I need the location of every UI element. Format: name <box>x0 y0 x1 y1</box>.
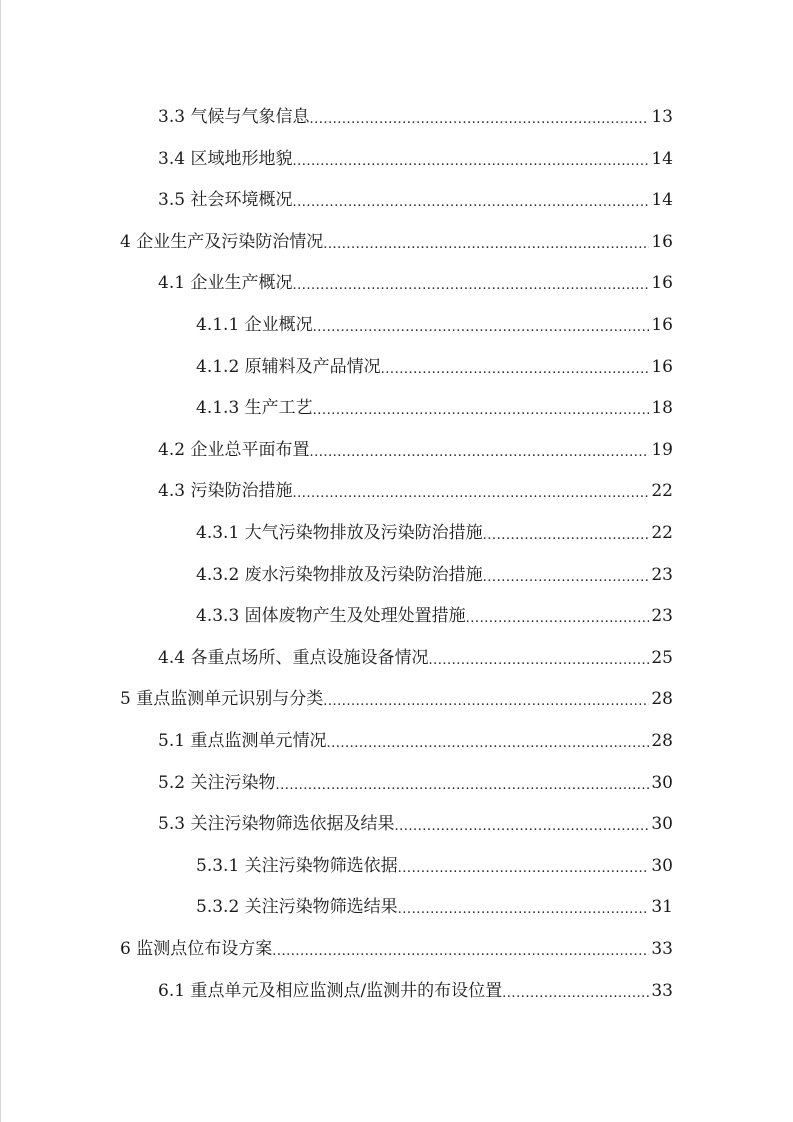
toc-dot-leader <box>398 897 650 917</box>
toc-entry[interactable] <box>120 929 673 959</box>
toc-dot-leader <box>275 773 649 793</box>
toc-entry-title: 5.2 关注污染物 <box>158 772 276 793</box>
toc-entry-page-number: 28 <box>651 731 673 751</box>
toc-entry-title: 4.2 企业总平面布置 <box>158 439 310 460</box>
toc-dot-leader <box>394 814 649 834</box>
toc-entry-title: 4.4 各重点场所、重点设施设备情况 <box>158 647 429 668</box>
toc-entry[interactable] <box>158 721 673 751</box>
toc-entry-page-number: 28 <box>651 689 673 710</box>
toc-dot-leader <box>398 856 650 876</box>
toc-entry-page-number: 30 <box>651 814 673 835</box>
toc-entry-title: 6 监测点位布设方案 <box>120 939 273 959</box>
toc-entry-page-number: 22 <box>651 481 673 502</box>
toc-entry-title: 4.1.1 企业概况 <box>196 315 313 335</box>
toc-entry-title: 4 企业生产及污染防治情况 <box>120 231 324 252</box>
toc-entry-title: 4.1.3 生产工艺 <box>196 398 313 419</box>
toc-entry[interactable] <box>196 596 673 626</box>
toc-entry-page-number: 18 <box>651 398 673 419</box>
toc-entry-title: 5.3.1 关注污染物筛选依据 <box>196 855 398 876</box>
toc-entry[interactable] <box>196 347 673 377</box>
toc-entry-page-number: 16 <box>651 231 673 252</box>
toc-entry-page-number: 14 <box>651 148 673 169</box>
toc-entry-title: 6.1 重点单元及相应监测点/监测井的布设位置 <box>158 980 503 1001</box>
toc-entry-title: 4.1.2 原辅料及产品情况 <box>196 356 381 377</box>
toc-entry-page-number: 13 <box>651 107 673 127</box>
toc-entry-title: 4.3 污染防治措施 <box>158 481 293 502</box>
toc-entry-page-number: 22 <box>651 523 673 543</box>
toc-entry-page-number: 30 <box>651 855 673 876</box>
toc-dot-leader <box>466 606 650 626</box>
toc-dot-leader <box>326 731 649 751</box>
toc-entry-title: 5 重点监测单元识别与分类 <box>120 689 324 710</box>
toc-dot-leader <box>292 273 649 293</box>
toc-entry-page-number: 23 <box>651 606 673 627</box>
toc-entry-title: 5.3 关注污染物筛选依据及结果 <box>158 814 395 835</box>
toc-entry[interactable] <box>196 513 673 543</box>
toc-entry[interactable] <box>158 430 673 460</box>
page-edge <box>0 0 1 1122</box>
toc-entry-title: 3.5 社会环境概况 <box>158 190 293 211</box>
toc-dot-leader <box>292 149 649 169</box>
toc-entry-page-number: 16 <box>651 356 673 377</box>
toc-entry[interactable] <box>158 763 673 793</box>
toc-entry[interactable] <box>120 222 673 252</box>
toc-entry[interactable] <box>158 471 673 501</box>
toc-dot-leader <box>309 107 649 127</box>
toc-dot-leader <box>323 689 649 709</box>
toc-entry-page-number: 16 <box>651 273 673 294</box>
toc-entry[interactable] <box>158 97 673 127</box>
toc-entry[interactable] <box>158 804 673 834</box>
toc-entry[interactable] <box>120 679 673 709</box>
toc-entry-page-number: 14 <box>651 190 673 211</box>
toc-entry[interactable] <box>196 846 673 876</box>
toc-entry[interactable] <box>158 263 673 293</box>
toc-entry-title: 5.3.2 关注污染物筛选结果 <box>196 897 398 918</box>
toc-entry-title: 3.3 气候与气象信息 <box>158 107 310 127</box>
toc-dot-leader <box>381 357 650 377</box>
toc-entry[interactable] <box>196 887 673 917</box>
toc-dot-leader <box>502 981 649 1001</box>
toc-dot-leader <box>428 648 649 668</box>
toc-entry-title: 4.3.3 固体废物产生及处理处置措施 <box>196 606 466 627</box>
toc-entry-page-number: 16 <box>651 315 673 335</box>
toc-dot-leader <box>309 440 649 460</box>
toc-entry-title: 3.4 区域地形地貌 <box>158 148 293 169</box>
toc-entry-title: 5.1 重点监测单元情况 <box>158 731 327 751</box>
toc-entry[interactable] <box>196 305 673 335</box>
toc-entry[interactable] <box>158 638 673 668</box>
toc-dot-leader <box>483 523 650 543</box>
toc-entry-page-number: 31 <box>651 897 673 918</box>
toc-dot-leader <box>272 939 649 959</box>
toc-dot-leader <box>313 398 650 418</box>
toc-entry-page-number: 25 <box>651 647 673 668</box>
toc-dot-leader <box>292 190 649 210</box>
toc-entry-title: 4.3.1 大气污染物排放及污染防治措施 <box>196 523 483 543</box>
toc-entry-page-number: 19 <box>651 439 673 460</box>
toc-entry-title: 4.1 企业生产概况 <box>158 273 293 294</box>
toc-entry-page-number: 30 <box>651 772 673 793</box>
toc-entry[interactable] <box>158 139 673 169</box>
toc-entry-page-number: 33 <box>651 980 673 1001</box>
toc-entry[interactable] <box>196 555 673 585</box>
toc-entry-page-number: 23 <box>651 564 673 585</box>
toc-entry-page-number: 33 <box>651 939 673 959</box>
toc-entry[interactable] <box>158 971 673 1001</box>
toc-dot-leader <box>483 565 650 585</box>
toc-dot-leader <box>323 232 649 252</box>
toc-dot-leader <box>313 315 650 335</box>
toc-entry[interactable] <box>158 180 673 210</box>
toc-entry[interactable] <box>196 388 673 418</box>
toc-entry-title: 4.3.2 废水污染物排放及污染防治措施 <box>196 564 483 585</box>
toc-dot-leader <box>292 481 649 501</box>
